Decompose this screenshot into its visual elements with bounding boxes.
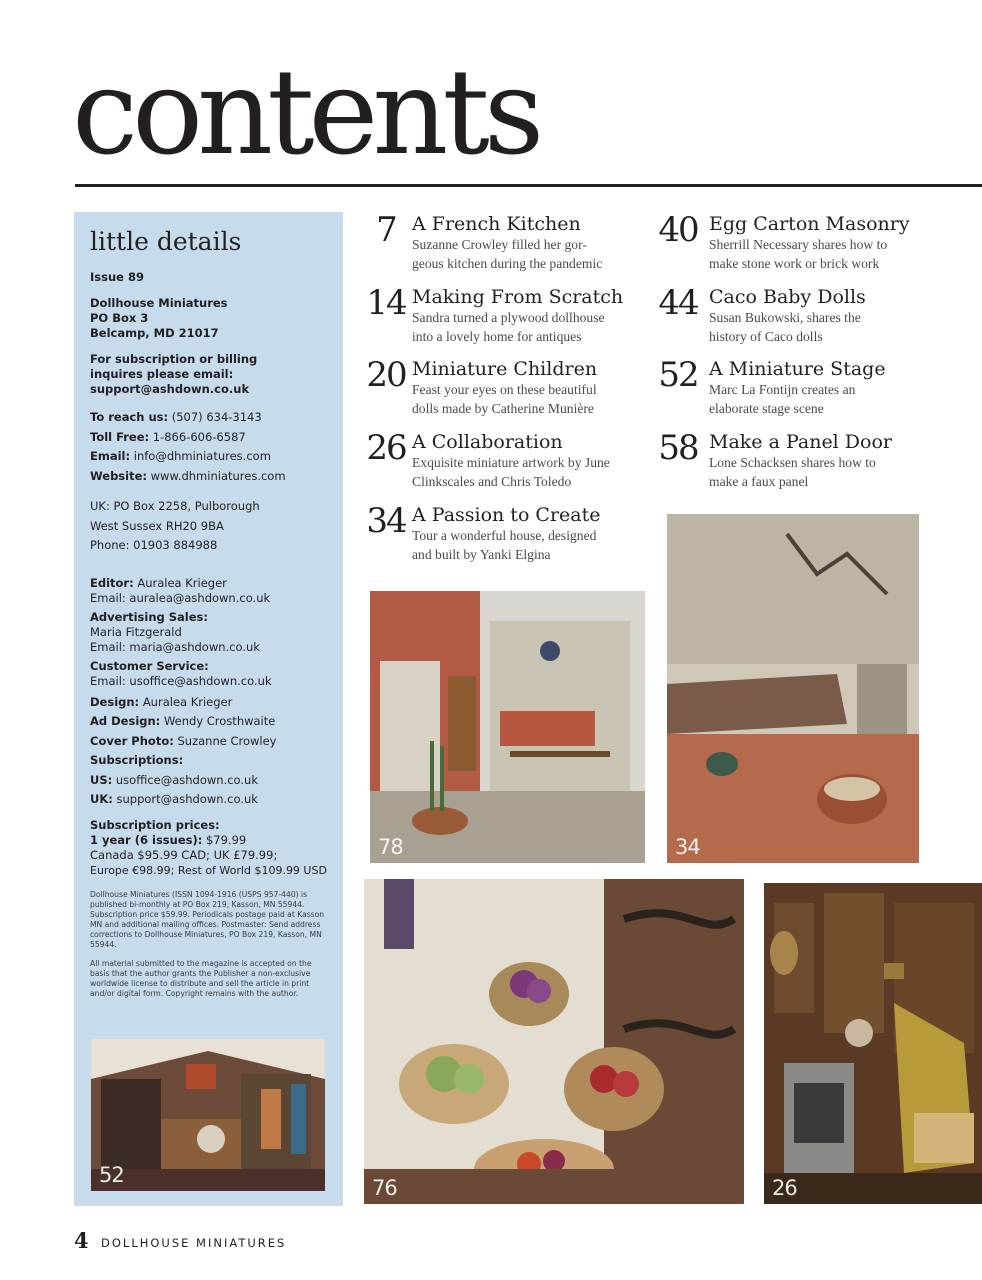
prices-line: Subscription prices: — [90, 817, 220, 832]
staff-line: Subscriptions: — [90, 753, 184, 767]
sidebar-title: little details — [90, 227, 242, 256]
subscription-note-line: For subscription or billing — [90, 352, 258, 366]
address-line: PO Box 3 — [90, 311, 149, 325]
panelled-bedroom-photo — [764, 883, 982, 1204]
contact-toll-free: Toll Free: 1-866-606-6587 — [90, 429, 246, 444]
photo-page-caption: 76 — [372, 1176, 397, 1200]
entry-title: Make a Panel Door — [709, 431, 892, 453]
photo-page-caption: 52 — [99, 1163, 124, 1187]
header-rule — [75, 184, 982, 187]
prices-line: 1 year (6 issues): $79.99 — [90, 832, 247, 847]
entry-title: Egg Carton Masonry — [709, 213, 910, 235]
entry-title: A Passion to Create — [412, 504, 601, 526]
entry-page-number: 26 — [366, 428, 406, 468]
staff-line: Cover Photo: Suzanne Crowley — [90, 733, 277, 748]
entry-page-number: 34 — [366, 501, 406, 541]
staff-line: Email: auralea@ashdown.co.uk — [90, 590, 271, 605]
staff-line: Maria Fitzgerald — [90, 624, 182, 639]
uk-contact — [90, 497, 327, 556]
entry-description: Lone Schacksen shares how to make a faux panel — [709, 455, 876, 489]
folio-magazine-name: DOLLHOUSE MINIATURES — [101, 1236, 287, 1250]
entry-page-number: 7 — [376, 210, 396, 250]
page-title: contents — [72, 43, 539, 181]
entry-description: Suzanne Crowley filled her gor- geous kitchen during the pandemic — [412, 237, 603, 271]
staff-line: Editor: Auralea Krieger — [90, 575, 227, 590]
uk-phone: Phone: 01903 884988 — [90, 538, 218, 552]
sewing-room-photo — [91, 1039, 325, 1191]
staff-line: Design: Auralea Krieger — [90, 694, 233, 709]
address-line: Belcamp, MD 21017 — [90, 326, 219, 340]
entry-description: Marc La Fontijn creates an elaborate stage scene — [709, 382, 856, 416]
entry-description: Sandra turned a plywood dollhouse into a lovely home for antiques — [412, 310, 605, 344]
staff-list — [90, 576, 327, 810]
publisher-address — [90, 296, 327, 341]
photo-page-caption: 26 — [772, 1176, 797, 1200]
contact-phone: To reach us: (507) 634-3143 — [90, 410, 262, 424]
entry-page-number: 14 — [366, 283, 406, 323]
subscription-email: support@ashdown.co.uk — [90, 382, 250, 396]
stone-garden-photo — [667, 514, 919, 863]
entry-description: Exquisite miniature artwork by June Clinkscales and Chris Toledo — [412, 455, 610, 489]
entry-page-number: 40 — [658, 210, 698, 250]
subscription-note-line: inquires please email: — [90, 367, 234, 381]
uk-address-line: West Sussex RH20 9BA — [90, 518, 224, 533]
entry-page-number: 20 — [366, 355, 406, 395]
entry-description: Susan Bukowski, shares the history of Caco dolls — [709, 310, 861, 344]
legal-notice: Dollhouse Miniatures (ISSN 1094-1916 (USPS 957-440) is published bi-monthly at PO Box 219, Kasson, MN 55944. Subscription price $59.99. Periodicals postage paid at Kasson MN and additional mailing offices. Postmaster: Send address corrections to Dollhouse Miniatures, PO Box 219, Kasson, MN 55944. — [90, 889, 325, 949]
entry-title: Making From Scratch — [412, 286, 624, 308]
subscription-note — [90, 352, 327, 397]
staff-line: UK: support@ashdown.co.uk — [90, 792, 258, 806]
entry-title: Miniature Children — [412, 358, 598, 380]
entry-description: Sherrill Necessary shares how to make stone work or brick work — [709, 237, 888, 271]
entry-title: A Collaboration — [412, 431, 563, 453]
staff-line: Email: usoffice@ashdown.co.uk — [90, 673, 272, 688]
issue-number: Issue 89 — [90, 270, 144, 284]
folio-page-number: 4 — [74, 1228, 89, 1253]
staff-line: Advertising Sales: — [90, 609, 208, 624]
entry-description: Feast your eyes on these beautiful dolls made by Catherine Munière — [412, 382, 597, 416]
contact-email: Email: info@dhminiatures.com — [90, 449, 271, 463]
subscription-prices — [90, 818, 327, 878]
prices-line: Canada $95.99 CAD; UK £79.99; — [90, 847, 278, 862]
photo-page-caption: 34 — [675, 835, 700, 859]
entry-title: A French Kitchen — [412, 213, 581, 235]
prices-line: Europe €98.99; Rest of World $109.99 USD — [90, 863, 327, 877]
staff-line: Ad Design: Wendy Crosthwaite — [90, 714, 276, 728]
baskets-door-photo — [364, 879, 744, 1204]
photo-page-caption: 78 — [378, 835, 403, 859]
entry-page-number: 58 — [658, 428, 698, 468]
entry-page-number: 44 — [658, 283, 698, 323]
kitchen-courtyard-photo — [370, 591, 645, 863]
entry-title: Caco Baby Dolls — [709, 286, 866, 308]
contact-info — [90, 408, 327, 486]
address-line: Dollhouse Miniatures — [90, 296, 228, 310]
staff-line: Customer Service: — [90, 658, 209, 673]
entry-description: Tour a wonderful house, designed and built by Yanki Elgina — [412, 528, 597, 562]
entry-title: A Miniature Stage — [709, 358, 886, 380]
uk-address-line: UK: PO Box 2258, Pulborough — [90, 499, 260, 513]
contact-website: Website: www.dhminiatures.com — [90, 468, 286, 483]
entry-page-number: 52 — [658, 355, 698, 395]
copyright-notice: All material submitted to the magazine is accepted on the basis that the author grants the Publisher a non-exclusive worldwide license to distribute and sell the article in print and/or digital form. Copyright remains with the author. — [90, 958, 312, 998]
staff-line: US: usoffice@ashdown.co.uk — [90, 772, 258, 787]
staff-line: Email: maria@ashdown.co.uk — [90, 639, 260, 654]
